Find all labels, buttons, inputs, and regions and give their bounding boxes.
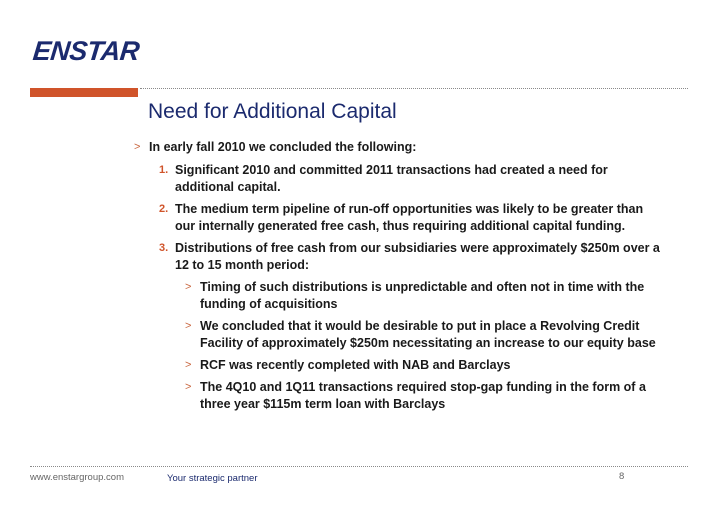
sub-bullet-text: The 4Q10 and 1Q11 transactions required stop-gap funding in the form of a three year $115m term loan with Barclays (200, 380, 646, 411)
point-number: 2. (159, 203, 169, 215)
sub-bullet-text: RCF was recently completed with NAB and Barclays (200, 358, 511, 372)
sub-bullet-text: We concluded that it would be desirable to put in place a Revolving Credit Facility of approximately $250m necessitating an increase to our equity base (200, 319, 656, 350)
bullet-marker: > (185, 320, 192, 332)
page-number: 8 (619, 471, 625, 482)
enstar-logo: ENSTAR (31, 36, 141, 66)
sub-bullet-4 (130, 379, 660, 413)
bullet-marker: > (185, 359, 192, 371)
bullet-marker: > (185, 281, 192, 293)
sub-bullet-3 (130, 357, 660, 374)
point-text: The medium term pipeline of run-off opportunities was likely to be greater than our internally generated free cash, thus requiring additional capital funding. (175, 202, 644, 233)
numbered-point-3 (130, 240, 660, 274)
footer-tagline: Your strategic partner (167, 473, 258, 484)
header-divider (140, 88, 688, 89)
numbered-point-2 (130, 201, 660, 235)
point-text: Significant 2010 and committed 2011 transactions had created a need for additional capital. (175, 163, 608, 194)
bullet-marker: > (185, 381, 192, 393)
sub-bullet-2 (130, 318, 660, 352)
footer-divider (30, 466, 688, 467)
intro-text: In early fall 2010 we concluded the following: (149, 140, 417, 154)
intro-bullet (130, 139, 660, 156)
point-number: 1. (159, 164, 169, 176)
numbered-point-1 (130, 162, 660, 196)
point-number: 3. (159, 242, 169, 254)
sub-bullet-text: Timing of such distributions is unpredictable and often not in time with the funding of acquisitions (200, 280, 645, 311)
slide-title: Need for Additional Capital (148, 100, 397, 123)
sub-bullet-1 (130, 279, 660, 313)
header-accent-bar (30, 88, 138, 97)
point-text: Distributions of free cash from our subsidiaries were approximately $250m over a 12 to 15 month period: (175, 241, 660, 272)
footer-url: www.enstargroup.com (30, 472, 124, 483)
bullet-marker: > (134, 141, 141, 153)
slide-body (130, 139, 660, 418)
